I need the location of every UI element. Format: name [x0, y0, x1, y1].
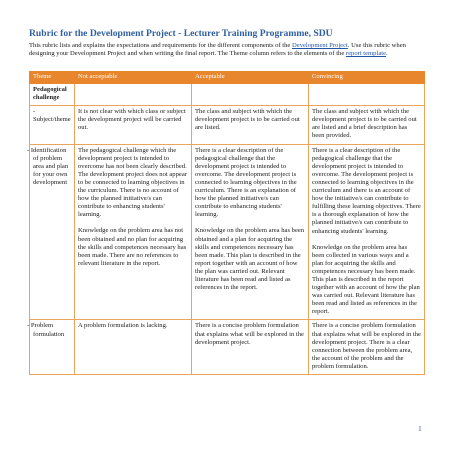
theme-cell: - Problem formulation — [30, 320, 75, 375]
table-header-row — [30, 72, 425, 84]
section-row — [30, 84, 425, 106]
intro-paragraph — [29, 42, 421, 58]
section-label: Pedagogical challenge — [30, 84, 75, 106]
convincing-cell: The class and subject with which the development project is to be carried out are listed and a brief description has been provided. — [309, 106, 425, 144]
page-number: 1 — [418, 424, 422, 433]
intro-text: . — [386, 50, 388, 58]
report-template-link[interactable]: report template — [345, 50, 386, 58]
table-row — [30, 144, 425, 320]
acceptable-cell: The class and subject with which the development project is to be carried out are listed. — [192, 106, 309, 144]
rubric-table — [29, 71, 425, 375]
header-acceptable: Acceptable — [192, 72, 309, 84]
intro-text: This rubric lists and explains the expectations and requirements for the different components of the — [29, 42, 293, 49]
table-row — [30, 320, 425, 375]
development-project-link[interactable]: Development Project — [292, 42, 348, 49]
page-title: Rubric for the Development Project - Lecturer Training Programme, SDU — [29, 28, 333, 39]
intro-text: . Use this rubric when designing your Development Project and when writing the final report. The Theme column refers to the elements of the — [29, 42, 406, 58]
table-row — [30, 106, 425, 144]
convincing-cell: There is a clear description of the pedagogical challenge that the development project is intended to overcome. The development project is connected to learning objectives in the curriculum and there is an account of how the initiative/s can contribute to fulfilling these learning objectives. There is a thorough explanation of how the planned initiative/s can contribute to enhancing students' learning. Knowledge on the problem area has been collected in various ways and a plan for acquiring the skills and competences necessary has been made. This plan is described in the report together with an account of how the plan was carried out. Relevant literature has been read and listed as references in the report. — [309, 144, 425, 320]
not-acceptable-cell: The pedagogical challenge which the development project is intended to overcome has not been clearly described. The development project does not appear to be connected to learning objectives in the curriculum. There is no account of how the planned initiative/s can contribute to enhancing students' learning. Knowledge on the problem area has not been obtained and no plan for acquiring the skills and competences necessary has been made. There are no references to relevant literature in the report. — [75, 144, 192, 320]
header-convincing: Convincing — [309, 72, 425, 84]
header-theme: Theme — [30, 72, 75, 84]
acceptable-cell: There is a clear description of the pedagogical challenge that the development project is intended to overcome. The development project is connected to learning objectives in the curriculum. There is an explanation of how the planned initiative/s can contribute to enhancing students' learning. Knowledge on the problem area has been obtained and a plan for acquiring the skills and competences necessary has been made. This plan is described in the report together with an account of how the plan was carried out. Relevant literature has been read and listed as references in the report. — [192, 144, 309, 320]
theme-cell: - Identification of problem area and plan for your own development — [30, 144, 75, 320]
theme-cell: - Subject/theme — [30, 106, 75, 144]
convincing-cell: There is a concise problem formulation that explains what will be explored in the development project. There is a clear connection between the problem area, the account of the problem and the problem formulation. — [309, 320, 425, 375]
header-not-acceptable: Not acceptable — [75, 72, 192, 84]
acceptable-cell: There is a concise problem formulation that explains what will be explored in the development project. — [192, 320, 309, 375]
not-acceptable-cell: A problem formulation is lacking. — [75, 320, 192, 375]
not-acceptable-cell: It is not clear with which class or subject the development project will be carried out. — [75, 106, 192, 144]
